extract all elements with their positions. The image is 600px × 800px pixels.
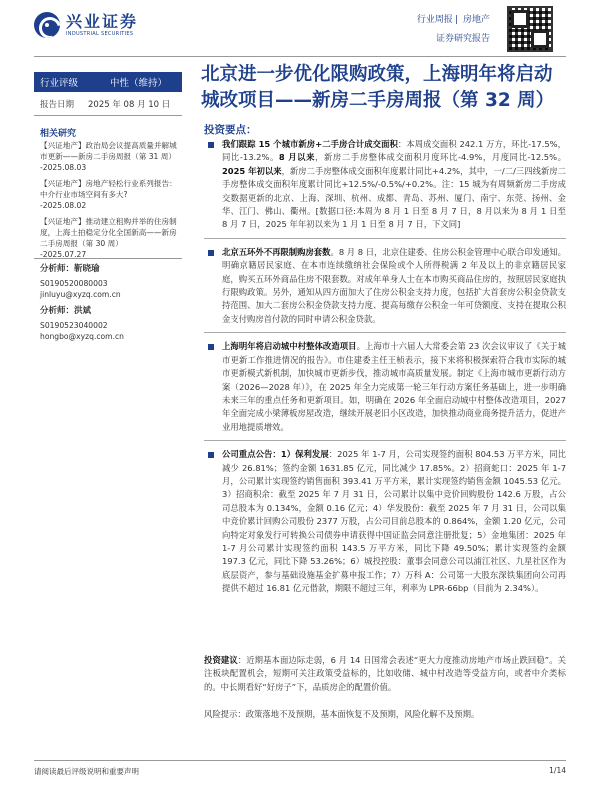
related-item[interactable]: [40, 216, 180, 260]
key-point-body: 。8 月 8 日，北京住建委、住房公积金管理中心联合印发通知。明确京籍居民家庭、在本市连续缴纳社会保险或个人所得税满 2 年及以上的非京籍居民家庭，购买五环外商品住房不限套数。对成年单身人士在本市购买商品住房的，按照居民家庭执行限购政策。另外，通知从四方面加大了住房公积金支持力度，包括扩大首套房公积金贷款支持范围、加大二套房公积金贷款支持力度、提高每缴存公积金一年可贷额度、支持在提取公积金支付购房首付款的同时申请公积金贷款。: [222, 246, 567, 324]
industry-name: 房地产: [462, 15, 490, 25]
analyst-block: [40, 306, 124, 342]
related-item-date: -2025.07.27: [40, 250, 87, 259]
key-point: [204, 138, 566, 232]
analyst-email[interactable]: hongbo@xyzq.com.cn: [40, 332, 124, 341]
rating-box: [34, 72, 182, 92]
related-item-date: -2025.08.03: [40, 163, 87, 172]
logo-mark-icon: [34, 12, 60, 38]
analyst-name: 分析师：洪斌: [40, 306, 92, 316]
key-point-divider: [204, 440, 566, 441]
key-point-lead: 北京五环外不再限制购房套数: [222, 246, 331, 257]
rating-label: 行业评级: [40, 78, 79, 89]
related-item[interactable]: [40, 140, 180, 173]
analyst-email[interactable]: jinluyu@xyzq.com.cn: [40, 290, 121, 299]
report-header-info: [415, 12, 490, 44]
related-item-date: -2025.08.02: [40, 201, 87, 210]
analyst-block: [40, 264, 121, 300]
key-point-lead: 我们跟踪 15 个城市新房+二手房合计成交面积: [222, 139, 398, 149]
report-type: 行业周报: [416, 15, 453, 25]
key-point: [204, 448, 566, 595]
key-point-body: ，新房二手房整体成交面积年度累计同比+4.2%，其中，一/二/三四线新房二手房整体成交面积年度累计同比+12.5%/-0.5%/+0.2%。注：15 城为有周频新房二手房成交数据更新的北京、上海、深圳、杭州、成都、青岛、苏州、厦门、南宁、东莞、扬州、金华、江门、佛山、衢州。[数据口径:本周为 8 月 1 日至 8 月 7 日，8 月以来为 8 月 1 日至 8 月 7 日，2025 年年初以来为 1 月 1 日至 8 月 7 日，下文同]: [222, 165, 566, 230]
key-point-lead: 2025 年初以来: [222, 165, 282, 176]
key-points-list: [204, 138, 566, 596]
key-point-body: ：2025 年 1-7 月，公司实现签约面积 804.53 万平方米，同比减少 26.81%；签约金额 1631.85 亿元，同比减少 17.85%。2）招商蛇口：2025 年 1-7 月，公司累计实现签约销售面积 393.41 万平方米，累计实现签约销售金额 1045.53 亿元。3）招商积余：截至 2025 年 7 月 31 日，公司累计以集中竞价回购股份 142.6 万股，占公司总股本为 0.134%，金额 0.16 亿元；4）华发股份：截至 2025 年 7 月 31 日，公司以集中竞价累计回购公司股份 2377 万股，占公司目前总股本的 0.864%，金额 1.20 亿元，公司向特定对象发行可转换公司债券申请获得中国证监会同意注册批复；5）金地集团：2025 年 1-7 月公司累计实现签约面积 143.5 万平方米，同比下降 49.50%；累计实现签约金额 197.3 亿元，同比下降 53.26%；6）城投控股：董事会同意公司以浦江社区、九星社区作为底层资产，参与基础设施基金扩募申报工作；7）万科 A：公司第一大股东深铁集团向公司再提供不超过 16.81 亿元借款，期限不超过三年，利率为 LPR-66bp（目前为 2.34%）。: [222, 449, 566, 594]
footer-divider: [34, 760, 566, 761]
key-point-lead: 公司重点公告：1）保利发展: [222, 449, 329, 460]
page-number: 1/14: [549, 766, 566, 775]
risk-warning: 风险提示：政策落地不及预期，基本面恢复不及预期，风险化解不及预期。: [204, 709, 480, 719]
related-item-text[interactable]: 【兴证地产】房地产轻松行业系列报告：中介行业市场空间有多大?: [40, 179, 177, 199]
analyst-cert: S0190523040002: [40, 321, 108, 330]
analyst-cert: S0190520080003: [40, 279, 108, 288]
related-item-text[interactable]: 【兴证地产】政治局会议提高质量并解城市更新——新房二手房周报（第 31 周）: [40, 141, 177, 161]
key-point: [204, 246, 566, 326]
key-points-title: 投资要点：: [204, 124, 257, 136]
report-title: 北京进一步优化限购政策，上海明年将启动城改项目——新房二手房周报（第 32 周）: [201, 64, 555, 111]
header-divider: [34, 56, 566, 57]
company-logo: [34, 12, 138, 38]
qr-code-icon: [507, 6, 553, 52]
related-item-text[interactable]: 【兴证地产】推动建立租购并举的住房制度，上海土拍稳定分化全国新高——新房二手房周报（第 30 周）: [40, 217, 177, 248]
report-date-value: 2025 年 08 月 10 日: [88, 100, 171, 110]
sidebar-divider: [34, 258, 182, 259]
key-point-divider: [204, 238, 566, 239]
report-date: [40, 98, 170, 110]
analyst-name: 分析师：靳晓瑜: [40, 264, 100, 274]
logo-name-en: INDUSTRIAL SECURITIES: [66, 31, 134, 37]
sidebar-divider: [34, 115, 182, 116]
investment-advice-body: ：近期基本面边际走弱，6 月 14 日国常会表述“更大力度推动房地产市场止跌回稳”。关注板块配置机会，短期可关注政策受益标的，比如收储、城中村改造等受益方向，或者中介类标的。中长期看好“好房子”下，品质房企的配置价值。: [204, 655, 567, 692]
header-separator: |: [454, 15, 458, 25]
rating-value: 中性（维持）: [110, 78, 168, 89]
investment-advice-lead: 投资建议: [204, 655, 238, 665]
footer-disclaimer[interactable]: 请阅读最后评级说明和重要声明: [34, 767, 139, 776]
key-point-body: ：本周成交面积 242.1 万方，环比-17.5%，同比-13.2%。: [222, 139, 566, 163]
key-point-body: ，新房二手房整体成交面积月度环比-4.9%，月度同比-12.5%。: [315, 152, 566, 163]
report-date-label: 报告日期: [40, 100, 75, 110]
related-research-title: 相关研究: [40, 129, 77, 139]
key-point-body: 。上海市十六届人大常委会第 23 次会议审议了《关于城市更新工作推进情况的报告》。市住建委主任王桢表示，接下来将积极探索符合我市实际的城市更新模式新机制，加快城市更新步伐，推动城市高质量发展。制定《上海市城市更新行动方案（2026—2028 年）》，在 2025 年全力完成第一轮三年行动方案任务基础上，进一步明确未来三年的重点任务和更新项目。如，明确在 2026 年全面启动城中村整体改造项目，2027 年全面完成小梁薄板房屋改造，继续开展老旧小区改造，加快推动商业商务提升活力，促进产业用地提质增效。: [222, 341, 567, 432]
key-point-lead: 上海明年将启动城中村整体改造项目: [222, 341, 357, 352]
key-point: [204, 340, 566, 434]
key-point-divider: [204, 332, 566, 333]
related-item[interactable]: [40, 178, 180, 211]
logo-name-cn: 兴业证券: [66, 12, 139, 31]
related-research-list: [40, 140, 180, 265]
investment-advice: [204, 654, 566, 694]
doc-class: 证券研究报告: [435, 34, 490, 44]
key-point-lead: 8 月以来: [278, 152, 316, 163]
